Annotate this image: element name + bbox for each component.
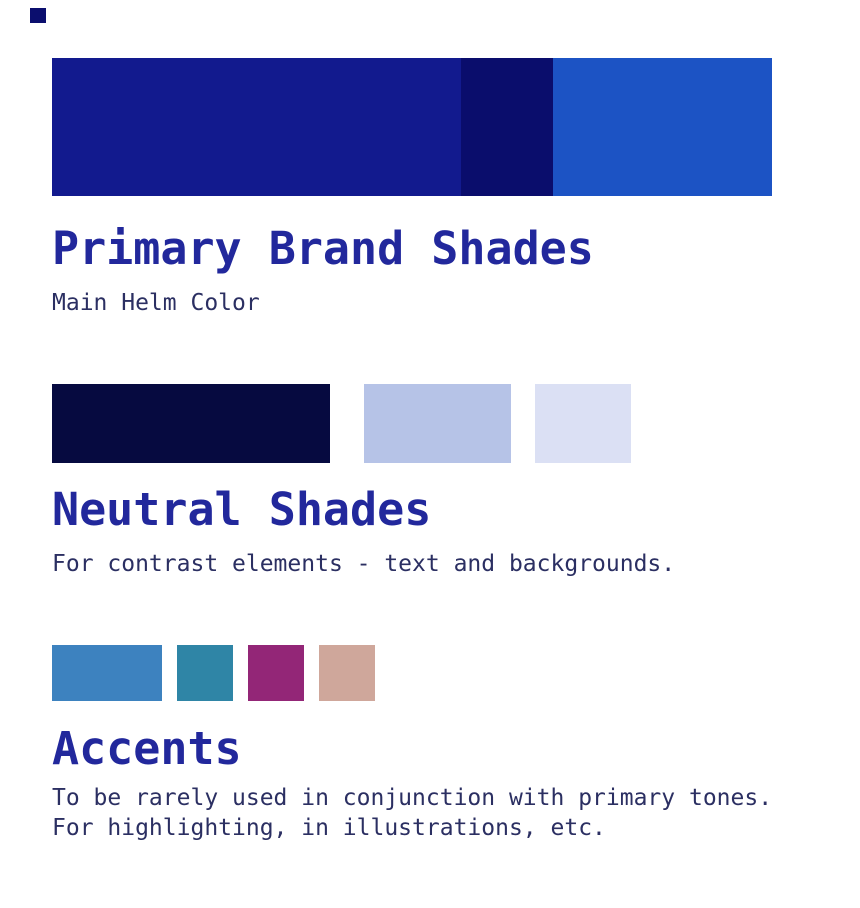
swatch-pale-lavender bbox=[535, 384, 631, 463]
neutral-section-subtitle: For contrast elements - text and backgrounds. bbox=[52, 550, 676, 577]
section-accents bbox=[52, 645, 773, 844]
accents-subtitle-line-1: To be rarely used in conjunction with primary tones. bbox=[52, 784, 773, 811]
primary-section-subtitle: Main Helm Color bbox=[52, 290, 260, 316]
primary-section-title: Primary Brand Shades bbox=[52, 222, 594, 275]
swatch-dark-navy-blue bbox=[461, 58, 553, 196]
section-neutral-shades bbox=[52, 384, 773, 580]
accent-swatch-row bbox=[52, 645, 773, 701]
swatch-teal bbox=[177, 645, 233, 701]
swatch-midnight-navy bbox=[52, 384, 330, 463]
primary-swatch-row bbox=[52, 58, 772, 196]
swatch-periwinkle bbox=[364, 384, 511, 463]
accents-section-title: Accents bbox=[52, 721, 242, 775]
swatch-bright-royal-blue bbox=[553, 58, 772, 196]
accents-section-subtitle bbox=[52, 784, 773, 844]
swatch-magenta bbox=[248, 645, 304, 701]
swatch-steel-blue bbox=[52, 645, 162, 701]
logo-mark bbox=[30, 8, 46, 23]
section-primary-brand-shades bbox=[52, 58, 773, 319]
swatch-deep-cobalt-blue bbox=[52, 58, 461, 196]
swatch-dusty-rose bbox=[319, 645, 375, 701]
accents-subtitle-line-2: For highlighting, in illustrations, etc. bbox=[52, 814, 606, 841]
neutral-swatch-row bbox=[52, 384, 773, 463]
neutral-section-title: Neutral Shades bbox=[52, 482, 432, 536]
